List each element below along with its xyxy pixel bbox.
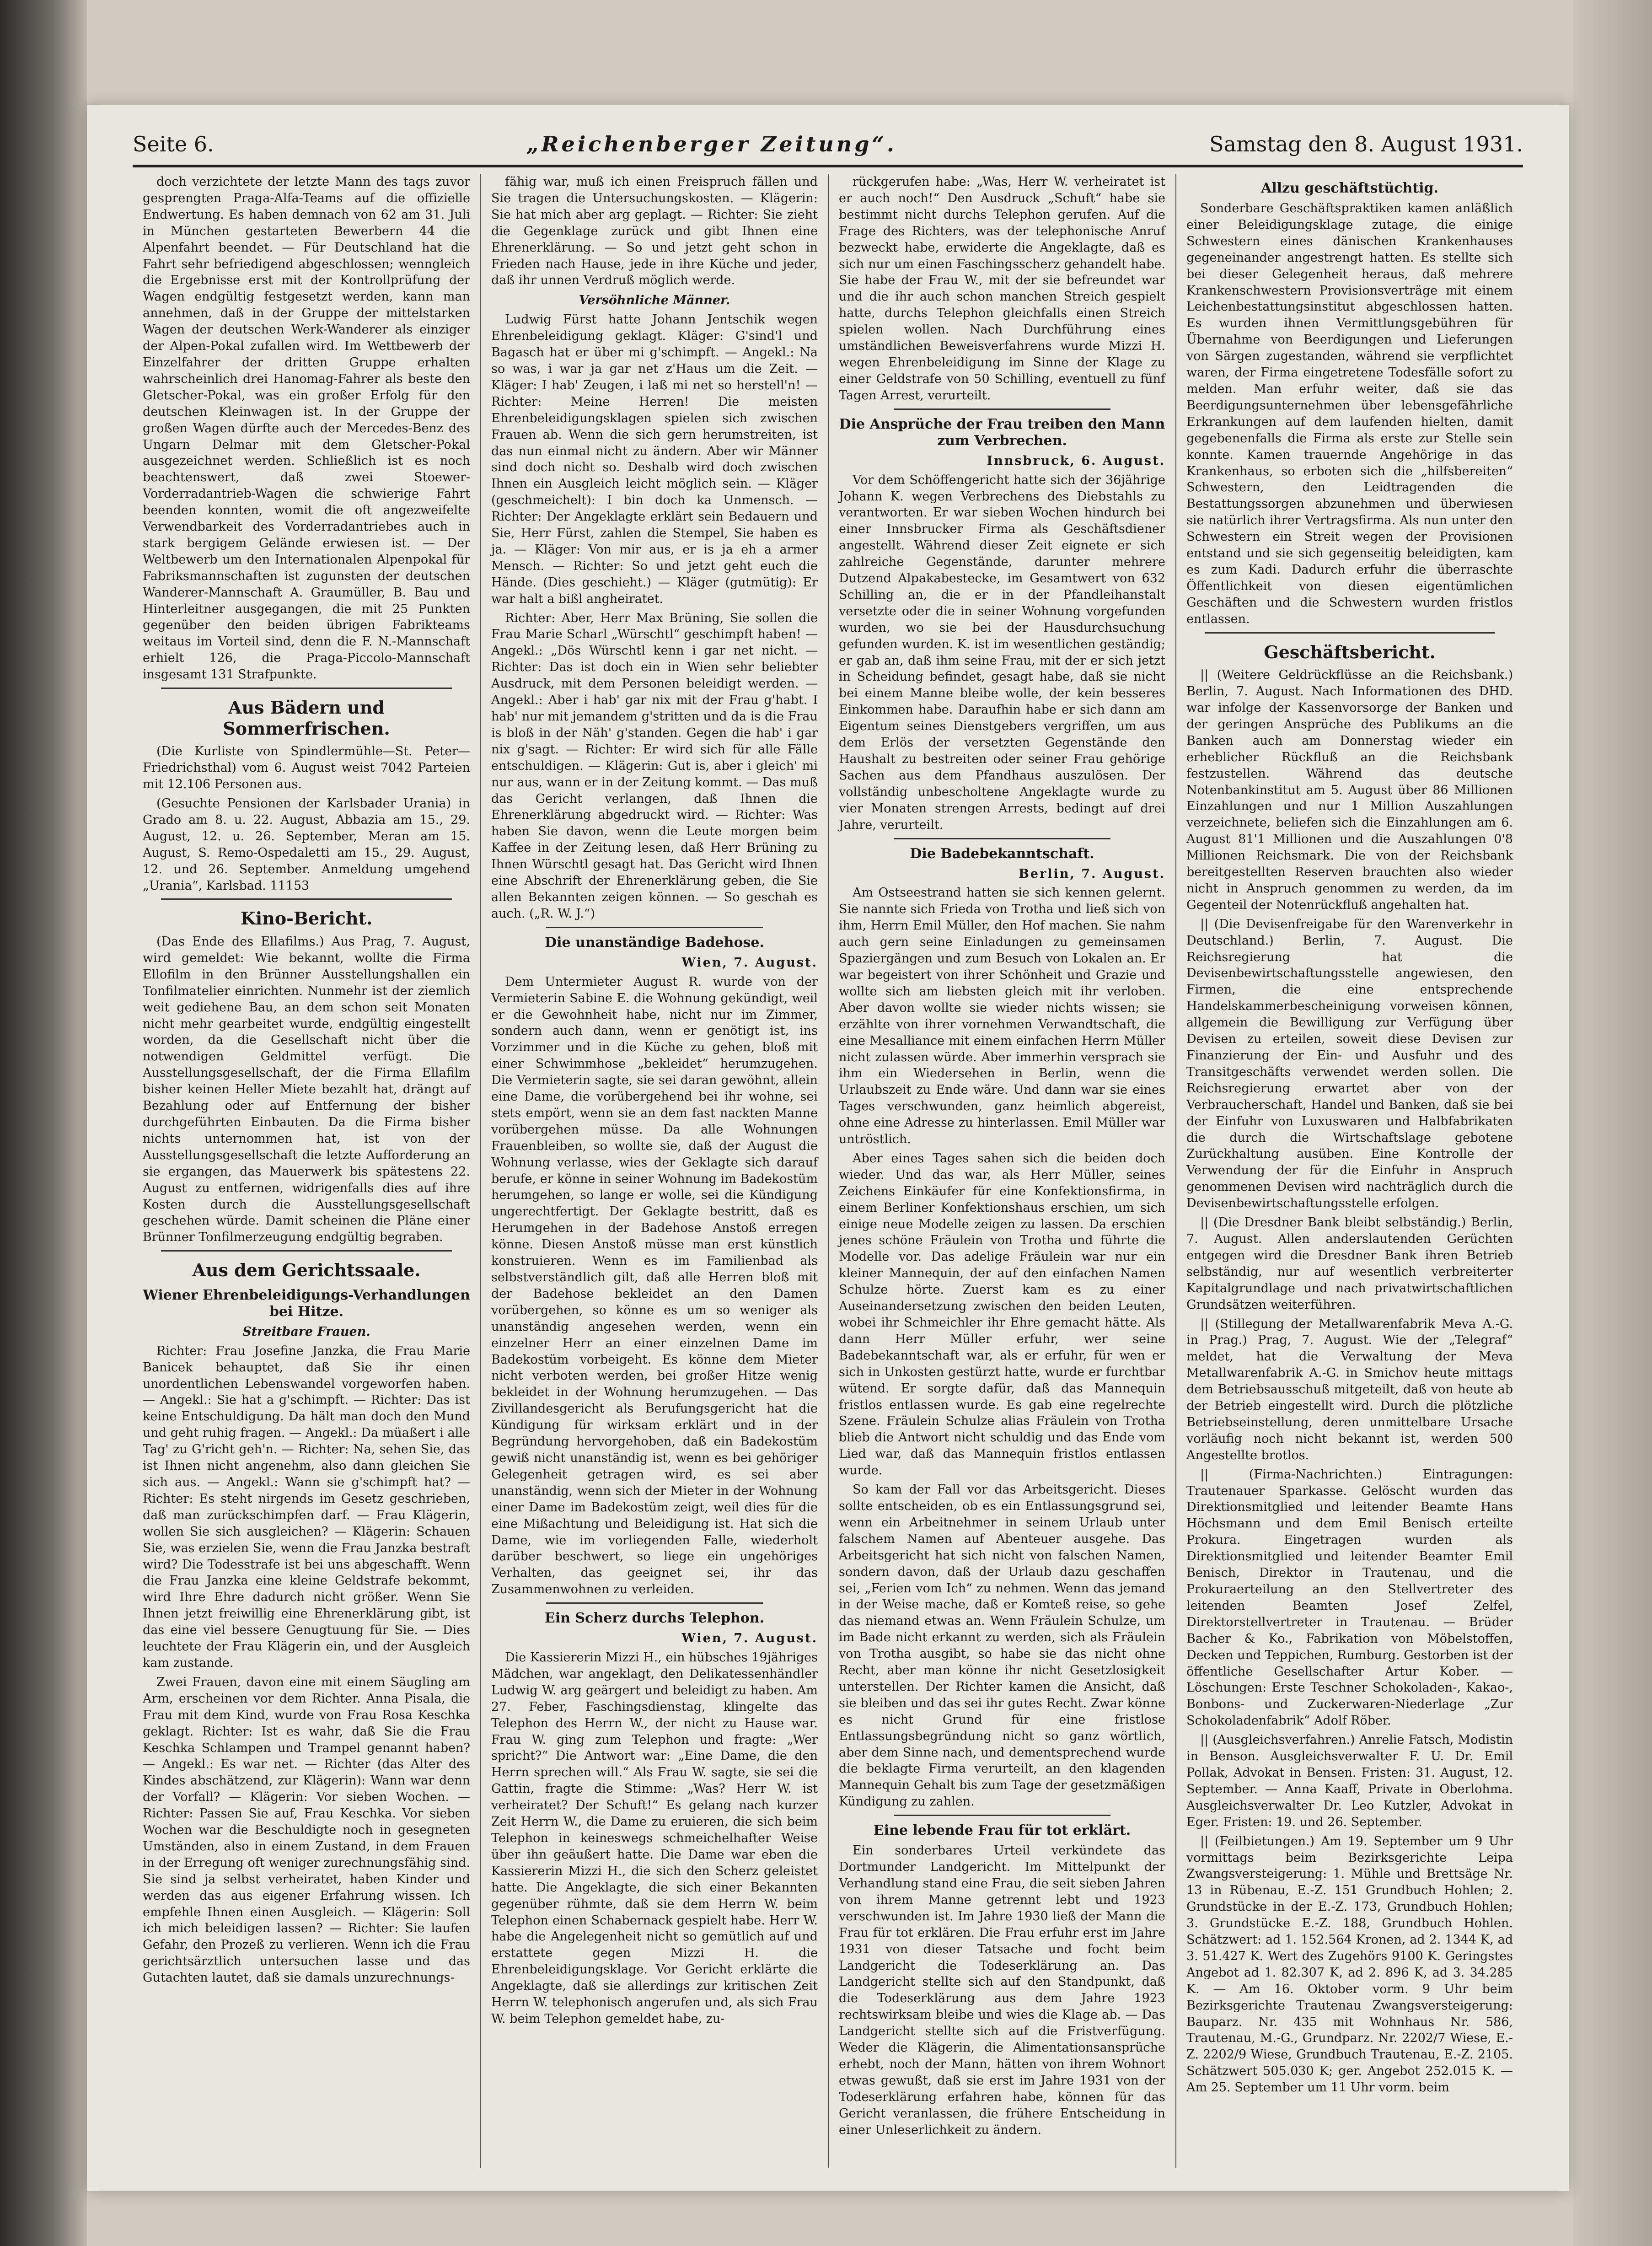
divider — [161, 688, 452, 689]
article-paragraph: Die Kassiererin Mizzi H., ein hübsches 19jähriges Mädchen, war angeklagt, den Delikatessenhändler Ludwig W. arg geärgert und beleidigt zu haben. Am 27. Feber, Faschingsdienstag, klingelte das Telephon des Herrn W., der nicht zu Hause war. Frau W. ging zum Telephon und fragte: „Wer spricht?“ Die Antwort war: „Eine Dame, die den Herrn sprechen will.“ Als Frau W. sagte, sie sei die Gattin, fragte die Stimme: „Was? Herr W. ist verheiratet? Der Schuft!“ Es gelang nach kurzer Zeit Herrn W., die Dame zu eruieren, die sich beim Telephon in keineswegs schmeichelhafter Weise über ihn geäußert hatte. Die Dame war eben die Kassiererin Mizzi H., die sich den Scherz geleistet hatte. Die Angeklagte, die sich einer Bekannten gegenüber rühmte, daß sie dem Herrn W. beim Telephon einen Schabernack gespielt habe. Herr W. habe die Angelegenheit nicht so gemütlich auf und erstattete gegen Mizzi H. die Ehrenbeleidigungsklage. Vor Gericht erklärte die Angeklagte, daß sie allerdings zur kritischen Zeit Herrn W. telephonisch angerufen und, als sich Frau W. beim Telephon gemeldet habe, zu- — [491, 1650, 818, 2026]
article-paragraph: Richter: Aber, Herr Max Brüning, Sie sollen die Frau Marie Scharl „Würschtl“ geschimpft haben! — Angekl.: „Dös Würschtl kenn i gar net nicht. — Richter: Das ist doch ein in Wien sehr beliebter Ausdruck, mit dem Personen beleidigt werden. — Angekl.: Aber i hab' gar nix mit der Frau g'habt. I hab' nur mit jemandem g'stritten und da is die Frau is bloß in der Näh' g'standen. Gegen die hab' i gar nix g'sagt. — Richter: Er wird sich für alle Fälle entschuldigen. — Klägerin: Gut is, aber i gleich' mi nur aus, wann er in der Zeitung kommt. — Das muß das Gericht verlangen, daß Ihnen die Ehrenerklärung abgedruckt wird. — Richter: Was haben Sie davon, wenn die Leute morgen beim Kaffee in der Zeitung lesen, daß Herr Brüning zu Ihnen Würschtl gesagt hat. Das Gericht wird Ihnen eine Abschrift der Ehrenerklärung geben, die Sie allen Bekannten zeigen können. — So geschah es auch. („R. W. J.“) — [491, 611, 818, 921]
article-paragraph: (Gesuchte Pensionen der Karlsbader Urania) in Grado am 8. u. 22. August, Abbazia am 15., 29. August, 12. u. 26. September, Meran am 15. August, S. Remo-Ospedaletti am 15., 29. August, 12. und 26. September. Anmeldung umgehend „Urania“, Karlsbad. 11153 — [143, 796, 470, 893]
article-paragraph: fähig war, muß ich einen Freispruch fällen und Sie tragen die Untersuchungskosten. — Klägerin: Sie hat mich aber arg geplagt. — Richter: Sie zieht die Gegenklage zurück und gibt Ihnen eine Ehrenerklärung. — So und jetzt geht schon in Frieden nach Hause, jede in ihre Küche und jeder, daß ihr unnen Verdruß möglich werde. — [491, 175, 818, 288]
dateline: Innsbruck, 6. August. — [987, 453, 1165, 468]
article-paragraph: rückgerufen habe: „Was, Herr W. verheiratet ist er auch noch!“ Den Ausdruck „Schuft“ habe sie bestimmt nicht durchs Telephon gerufen. Auf die Frage des Richters, was der telephonische Anruf bezweckt habe, erwiderte die Angeklagte, daß es sich nur um einen Faschingsscherz gehandelt habe. Sie habe der Frau W., mit der sie befreundet war und die ihr auch schon manchen Streich gespielt hatte, durchs Telephon gleichfalls einen Streich spielen wollen. Nach Durchführung eines umständlichen Beweisverfahrens wurde Mizzi H. wegen Ehrenbeleidigung im Sinne der Klage zu einer Geldstrafe von 50 Schilling, eventuell zu fünf Tagen Arrest, verurteilt. — [839, 175, 1165, 403]
article-heading: Die unanständige Badehose. — [545, 934, 764, 951]
newspaper-title: „Reichenberger Zeitung“. — [526, 132, 897, 156]
divider — [894, 838, 1110, 839]
article-paragraph: Richter: Frau Josefine Janzka, die Frau Marie Banicek behauptet, daß Sie ihr einen unordentlichen Lebenswandel vorgeworfen haben. — Angekl.: Sie hat a g'schimpft. — Richter: Das ist keine Entschuldigung. Da hält man doch den Mund und geht ruhig fragen. — Angekl.: Da müaßert i alle Tag' zu G'richt geh'n. — Richter: Na, sehen Sie, das ist Ihnen nicht angenehm, also dann gleichen Sie sich aus. — Angekl.: Wann sie g'schimpft hat? — Richter: Es steht nirgends im Gesetz geschrieben, daß man zurückschimpfen darf. — Frau Klägerin, wollen Sie sich ausgleichen? — Klägerin: Schauen Sie, was erzielen Sie, wenn die Frau Janzka bestraft wird? Die Todesstrafe ist bei uns abgeschafft. Wenn die Frau Janzka eine kleine Geldstrafe bekommt, wird Ihre Ehre dadurch nicht größer. Wenn Sie Ihnen jetzt freiwillig eine Ehrenerklärung gibt, ist das eine viel bessere Genugtuung für Sie. — Dies leuchtete der Frau Klägerin ein, und der Ausgleich kam zustande. — [143, 1343, 470, 1670]
article-paragraph: Sonderbare Geschäftspraktiken kamen anläßlich einer Beleidigungsklage zutage, die einige Schwestern eines dänischen Krankenhauses gegeneinander angestrengt hatten. Es stellte sich bei dieser Gelegenheit heraus, daß mehrere Krankenschwestern Provisionsverträge mit einem Leichenbestattungsinstitut abgeschlossen hatten. Es wurden ihnen Vermittlungsgebühren für Übernahme von Beerdigungen und Lieferungen von Särgen zugestanden, während sie verpflichtet waren, der Firma eingetretene Todesfälle sofort zu melden. Man erfuhr weiter, daß sie das Beerdigungsunternehmen über lebensgefährliche Erkrankungen auf dem laufenden hielten, damit gegebenenfalls die Firma als erste zur Stelle sein konnte. Kamen trauernde Angehörige in das Krankenhaus, so erboten sich die „hilfsbereiten“ Schwestern, den Leidtragenden die Bestattungssorgen abzunehmen und überwiesen sie natürlich ihrer Vertragsfirma. Als nun unter den Schwestern ein Streit wegen der Provisionen entstand und sie sich gegenseitig beleidigten, kam es zum Kadi. Dadurch erfuhr die überraschte Öffentlichkeit von diesen eigentümlichen Geschäften und die Schwestern wurden fristlos entlassen. — [1186, 201, 1513, 626]
article-heading: Wiener Ehrenbeleidigungs-Verhandlungen bei Hitze. — [143, 1287, 470, 1320]
article-paragraph: || (Stillegung der Metallwarenfabrik Meva A.-G. in Prag.) Prag, 7. August. Wie der „Telegraf“ meldet, hat die Verwaltung der Meva Metallwarenfabrik A.-G. in Smichov heute mittags dem Betriebsausschuß mitgeteilt, daß von heute ab der Betrieb eingestellt wird. Durch die plötzliche Betriebseinstellung, deren unmittelbare Ursache vorläufig noch nicht bekannt ist, werden 500 Angestellte brotlos. — [1186, 1316, 1513, 1462]
article-paragraph: (Die Kurliste von Spindlermühle—St. Peter—Friedrichsthal) vom 6. August weist 7042 Parteien mit 12.106 Personen aus. — [143, 744, 470, 792]
article-paragraph: || (Weitere Geldrückflüsse an die Reichsbank.) Berlin, 7. August. Nach Informationen des DHD. war infolge der Kassenvorsorge der Banken und der geringen Ansprüche des Publikums an die Banken auch am Donnerstag wieder ein erheblicher Rückfluß an die Reichsbank festzustellen. Während das deutsche Notenbankinstitut am 5. August über 86 Millionen Einzahlungen und nur 1 Million Auszahlungen verzeichnete, beliefen sich die Einzahlungen am 6. August 81'1 Millionen und die Auszahlungen 0'8 Millionen Reichsmark. Die von der Reichsbank bereitgestellten Reserven brauchten also wieder nicht in Anspruch genommen zu werden, da im Gegenteil der Notenrückfluß angehalten hat. — [1186, 668, 1513, 912]
section-heading: Geschäftsbericht. — [1264, 641, 1436, 662]
section-heading: Kino-Bericht. — [240, 908, 373, 929]
book-spine-shadow — [0, 0, 87, 2246]
section-heading: Aus dem Gerichtssaale. — [192, 1260, 421, 1281]
page-number: Seite 6. — [133, 132, 214, 156]
article-heading: Eine lebende Frau für tot erklärt. — [873, 1822, 1131, 1839]
article-columns — [133, 174, 1523, 2168]
article-paragraph: (Das Ende des Ellafilms.) Aus Prag, 7. August, wird gemeldet: Wie bekannt, wollte die Firma Ellofilm in den Brünner Ausstellungshallen ein Tonfilmatelier einrichten. Nunmehr ist der ziemlich weit gediehene Bau, an dem schon seit Monaten nicht mehr gearbeitet wurde, endgültig eingestellt worden, da die Gesellschaft nicht über die notwendigen Geldmittel verfügt. Die Ausstellungsgesellschaft, der die Firma Ellafilm bisher keinen Heller Miete bezahlt hat, drängt auf Bezahlung oder auf Entfernung der bisher durchgeführten Einbauten. Da die Firma bisher nichts unternommen hat, ist von der Ausstellungsgesellschaft die letzte Aufforderung an sie ergangen, das Mauerwerk bis spätestens 22. August zu entfernen, widrigenfalls dies auf ihre Kosten durch die Ausstellungsgesellschaft geschehen würde. Damit scheinen die Pläne einer Brünner Tonfilmerzeugung endgültig begraben. — [143, 935, 470, 1245]
issue-date: Samstag den 8. August 1931. — [1209, 132, 1523, 156]
dateline: Berlin, 7. August. — [1019, 866, 1165, 881]
subheading: Streitbare Frauen. — [242, 1324, 370, 1339]
divider — [546, 1602, 763, 1604]
article-paragraph: So kam der Fall vor das Arbeitsgericht. Dieses sollte entscheiden, ob es ein Entlassungsgrund sei, wenn ein Arbeitnehmer in seinem Urlaub unter falschem Namen auf Abenteuer ausgehe. Das Arbeitsgericht hat sich nicht von falschen Namen, sondern davon, daß der Urlaub dazu geschaffen sei, „Ferien vom Ich“ zu nehmen. Wenn das jemand in der Weise mache, daß er Komteß reise, so gehe das niemand etwas an. Wenn Fräulein Schulze, um im Bade nicht erkannt zu werden, sich als Fräulein von Trotha ausgibt, so habe sie das nicht ohne Recht, aber man könne ihr nicht Gesetzlosigkeit unterstellen. Der Richter kamen die Ansicht, daß sie bleiben und das sei ihr gutes Recht. Zwar könne es nicht Grund für eine fristlose Entlassungsbegründung nicht so ganz wörtlich, aber dem Sinne nach, und dementsprechend wurde die beklagte Firma verurteilt, an den klagenden Mannequin Gehalt bis zum Tage der gesetzmäßigen Kündigung zu zahlen. — [839, 1483, 1165, 1809]
divider — [1205, 632, 1495, 634]
column-3 — [828, 174, 1175, 2168]
scan-margin — [1573, 0, 1652, 2246]
article-paragraph: Am Ostseestrand hatten sie sich kennen gelernt. Sie nannte sich Frieda von Trotha und ließ sich von ihm, Herrn Emil Müller, den Hof machen. Sie nahm auch gern seine Einladungen zu gemeinsamen Spaziergängen und zum Besuch von Lokalen an. Er war begeistert von ihrer Schönheit und Grazie und wollte sich am liebsten gleich mit ihr verloben. Aber davon wollte sie wieder nichts wissen; sie erzählte von ihrer vornehmen Verwandtschaft, die eine Mesalliance mit einem einfachen Herrn Müller nicht zulassen würde. Aber immerhin versprach sie ihm ein Wiedersehen in Berlin, wenn die Urlaubszeit zu Ende wäre. Und dann war sie eines Tages verschwunden, ganz heimlich abgereist, ohne eine Adresse zu hinterlassen. Emil Müller war untröstlich. — [839, 886, 1165, 1147]
divider — [161, 898, 452, 900]
divider — [161, 1250, 452, 1252]
article-heading: Ein Scherz durchs Telephon. — [544, 1610, 765, 1627]
article-paragraph: || (Feilbietungen.) Am 19. September um 9 Uhr vormittags beim Bezirksgerichte Leipa Zwangsversteigerung: 1. Mühle und Brettsäge Nr. 13 in Rübenau, E.-Z. 151 Grundbuch Hohlen; 2. Grundstücke in der E.-Z. 173, Grundbuch Hohlen; 3. Grundstücke E.-Z. 188, Grundbuch Hohlen. Schätzwert: ad 1. 152.564 Kronen, ad 2. 1344 K, ad 3. 51.427 K. Wert des Zugehörs 9100 K. Geringstes Angebot ad 1. 82.307 K, ad 2. 896 K, ad 3. 34.285 K. — Am 16. Oktober vorm. 9 Uhr beim Bezirksgerichte Trautenau Zwangsversteigerung: Bauparz. Nr. 435 mit Wohnhaus Nr. 586, Trautenau, M.-G., Grundparz. Nr. 2202/7 Wiese, E.-Z. 2202/9 Wiese, Grundbuch Trautenau, E.-Z. 2105. Schätzwert 505.030 K; ger. Angebot 252.015 K. — Am 25. September um 11 Uhr vorm. beim — [1186, 1834, 1513, 2095]
column-2 — [480, 174, 828, 2168]
article-paragraph: Vor dem Schöffengericht hatte sich der 36jährige Johann K. wegen Verbrechens des Diebstahls zu verantworten. Er war sieben Wochen hindurch bei einer Innsbrucker Firma als Geschäftsdiener angestellt. Während dieser Zeit eignete er sich zahlreiche Gegenstände, darunter mehrere Dutzend Alpakabestecke, im Gesamtwert von 632 Schilling an, die er in der Pfandleihanstalt versetzte oder die in seiner Wohnung vorgefunden wurden, wo sie bei der Hausdurchsuchung gefunden wurden. K. ist im wesentlichen geständig; er gab an, daß ihm seine Frau, mit der er sich jetzt in Scheidung befindet, gesagt habe, daß sie nicht bei einem Manne bleibe wolle, der kein besseres Einkommen habe. Daraufhin habe er sich dann am Eigentum seines Dienstgebers vergriffen, um aus dem Erlös der versetzten Gegenstände den Haushalt zu bestreiten oder seiner Frau gehörige Sachen aus dem Pfandhaus auszulösen. Der vollständig unbescholtene Angeklagte wurde zu vier Monaten strengen Arrests, bedingt auf drei Jahre, verurteilt. — [839, 473, 1165, 832]
page-header — [133, 124, 1523, 167]
article-paragraph: doch verzichtete der letzte Mann des tags zuvor gesprengten Praga-Alfa-Teams auf die offizielle Endwertung. Es haben demnach von 62 am 31. Juli in München gestarteten Bewerbern 44 die Alpenfahrt beendet. — Für Deutschland hat die Fahrt sehr befriedigend abgeschlossen; wenngleich die Ergebnisse erst mit der Kontrollprüfung der Wagen endgültig festgesetzt werden, kann man annehmen, daß in der Gruppe der mittelstarken Wagen der deutschen Werk-Wanderer als einziger der Alpen-Pokal zufallen wird. Im Wettbewerb der Einzelfahrer der dritten Gruppe erhalten wahrscheinlich drei Hanomag-Fahrer als beste den Gletscher-Pokal, was ein großer Erfolg für den deutschen Kleinwagen ist. In der Gruppe der großen Wagen dürfte auch der Mercedes-Benz des Ungarn Delmar mit dem Gletscher-Pokal ausgezeichnet werden. Schließlich ist es noch beachtenswert, daß zwei Stoewer-Vorderradantrieb-Wagen die schwierige Fahrt beenden konnten, womit die oft angezweifelte Verwendbarkeit des Vorderradantriebes auch in stark bergigem Gelände erwiesen ist. — Der Weltbewerb um den Internationalen Alpenpokal für Fabriksmannschaften ist zugunsten der deutschen Wanderer-Mannschaft A. Graumüller, B. Bau und Hinterleitner ausgegangen, die mit 25 Punkten gegenüber den beiden übrigen Fabrikteams weitaus im Vorteil sind, denn die F. N.-Mannschaft erhielt 126, die Praga-Piccolo-Mannschaft insgesamt 131 Strafpunkte. — [143, 175, 470, 682]
article-heading: Die Ansprüche der Frau treiben den Mann zum Verbrechen. — [839, 416, 1165, 449]
article-paragraph: || (Ausgleichsverfahren.) Anrelie Fatsch, Modistin in Benson. Ausgleichsverwalter F. U. Dr. Emil Pollak, Advokat in Bensen. Fristen: 31. August, 12. September. — Anna Kaaff, Private in Oberlohma. Ausgleichsverwalter Dr. Leo Kutzler, Advokat in Eger. Fristen: 19. und 26. September. — [1186, 1733, 1513, 1829]
column-4 — [1175, 174, 1523, 2168]
column-1 — [133, 174, 480, 2168]
newspaper-page — [87, 105, 1569, 2191]
article-paragraph: Dem Untermieter August R. wurde von der Vermieterin Sabine E. die Wohnung gekündigt, weil er die Gewohnheit habe, nicht nur im Zimmer, sondern auch dann, wenn er genötigt ist, ins Vorzimmer und in die Küche zu gehen, bloß mit einer Schwimmhose „bekleidet“ herumzugehen. Die Vermieterin sagte, sie sei daran gewöhnt, allein eine Dame, die vorübergehend bei ihr wohne, sei stets empört, wenn sie an dem fast nackten Manne vorübergehen müsse. Da alle Wohnungen Frauenbleiben, so wollte sie, daß der August die Wohnung verlasse, wies der Geklagte sich darauf berufe, er könne in seiner Wohnung im Badekostüm herumgehen, so lange er wolle, sei die Kündigung ungerechtfertigt. Der Geklagte bestritt, daß es Herumgehen in der Badehose Anstoß erregen könne. Diesen Anstoß müsse man erst künstlich konstruieren. Wenn es im Familienbad als selbstverständlich gilt, daß alle Herren bloß mit der Badehose bekleidet an den Damen vorübergehen, so könne es um so weniger als unanständig angesehen werden, wenn ein einzelner Herr an einer einzelnen Dame im Badekostüm vorbeigeht. Es könne dem Mieter nicht verboten werden, bei großer Hitze wenig bekleidet in der Wohnung herumzugehen. — Das Zivillandesgericht als Berufungsgericht hat die Kündigung für wirksam erklärt und in der Begründung hervorgehoben, daß ein Badekostüm gewiß nicht unanständig ist, wenn es bei gehöriger Gelegenheit getragen wird, es sei aber unanständig, wenn sich der Mieter in der Wohnung einer Dame im Badekostüm zeigt, weil dies für die eine Mißachtung und Beleidigung ist. Hat sich die Dame, wie im vorliegenden Falle, wiederholt darüber beschwert, so liege ein ungehöriges Verhalten, das geeignet sei, ihr das Zusammenwohnen zu verleiden. — [491, 974, 818, 1597]
divider — [546, 927, 763, 928]
article-heading: Allzu geschäftstüchtig. — [1261, 180, 1438, 196]
divider — [894, 1815, 1110, 1816]
article-paragraph: Ein sonderbares Urteil verkündete das Dortmunder Landgericht. Im Mittelpunkt der Verhandlung stand eine Frau, die seit sieben Jahren von ihrem Manne getrennt lebt und 1923 verschwunden ist. Im Jahre 1930 ließ der Mann die Frau für tot erklären. Die Frau erfuhr erst im Jahre 1931 von dieser Tatsache und focht beim Landgericht die Todeserklärung an. Das Landgericht stellte sich auf den Standpunkt, daß die Todeserklärung aus dem Jahre 1923 rechtswirksam bleibe und wies die Klage ab. — Das Landgericht stellte sich auf die Fristverfügung. Weder die Klägerin, die Alimentationsansprüche erhebt, noch der Mann, hätten von ihrem Wohnort etwas gewußt, daß sie erst im Jahre 1931 von der Todeserklärung erfahren habe, können für das Gericht veranlassen, die frühere Entscheidung in einer Unleserlichkeit zu ändern. — [839, 1843, 1165, 2137]
section-heading: Aus Bädern und Sommerfrischen. — [223, 697, 390, 739]
article-heading: Die Badebekanntschaft. — [910, 845, 1094, 862]
divider — [894, 408, 1110, 410]
subheading: Versöhnliche Männer. — [579, 293, 730, 308]
article-paragraph: || (Die Dresdner Bank bleibt selbständig.) Berlin, 7. August. Allen anderslautenden Gerüchten entgegen wird die Dresdner Bank ihren Betrieb selbständig, nur auf wesentlich verbreiterter Kapitalgrundlage und nach privatwirtschaftlichen Grundsätzen weiterführen. — [1186, 1215, 1513, 1312]
article-paragraph: || (Firma-Nachrichten.) Eintragungen: Trautenauer Sparkasse. Gelöscht wurden das Direktionsmitglied und leitender Beamte Hans Höchsmann und dem Emil Benisch erteilte Prokura. Eingetragen wurden als Direktionsmitglied und leitender Beamter Emil Benisch, Direktor in Trautenau, und die Prokuraerteilung an den Stellvertreter des leitenden Beamten Josef Zelfel, Direktorstellvertreter in Trautenau. — Brüder Bacher & Ko., Fabrikation von Möbelstoffen, Decken und Teppichen, Rumburg. Gestorben ist der öffentliche Gesellschafter Artur Kober. — Löschungen: Erste Teschner Schokoladen-, Kakao-, Bonbons- und Zuckerwaren-Niederlage „Zur Schokoladenfabrik“ Adolf Röber. — [1186, 1467, 1513, 1728]
dateline: Wien, 7. August. — [681, 955, 818, 970]
article-paragraph: Ludwig Fürst hatte Johann Jentschik wegen Ehrenbeleidigung geklagt. Kläger: G'sind'l und Bagasch hat er über mi g'schimpft. — Angekl.: Na so was, i war ja gar net z'Haus um die Zeit. — Kläger: I hab' Zeugen, i laß mi net so herstell'n! — Richter: Meine Herren! Die meisten Ehrenbeleidigungsklagen spielen sich zwischen Frauen ab. Wenn die sich gern herumstreiten, ist das nun einmal nicht zu ändern. Aber wir Männer sind doch nicht so. Deshalb wird doch zwischen Ihnen ein Ausgleich leicht möglich sein. — Kläger (geschmeichelt): I bin doch ka Unmensch. — Richter: Der Angeklagte erklärt sein Bedauern und Sie, Herr Fürst, zahlen die Stempel, Sie haben es ja. — Kläger: Von mir aus, er is ja eh a armer Mensch. — Richter: So und jetzt geht euch die Hände. (Dies geschieht.) — Kläger (gutmütig): Er war halt a bißl angheiratet. — [491, 312, 818, 606]
dateline: Wien, 7. August. — [681, 1631, 818, 1646]
article-paragraph: Zwei Frauen, davon eine mit einem Säugling am Arm, erscheinen vor dem Richter. Anna Pisala, die Frau mit dem Kind, wurde von Frau Rosa Keschka geklagt. Richter: Ist es wahr, daß Sie die Frau Keschka Schlampen und Trampel genannt haben? — Angekl.: Es war net. — Richter (das Alter des Kindes abschätzend, zur Klägerin): Wann war denn der Vorfall? — Klägerin: Vor sieben Wochen. — Richter: Passen Sie auf, Frau Keschka. Vor sieben Wochen war die Beschuldigte noch in gesegneten Umständen, also in einem Zustand, in dem Frauen in der Erregung oft weniger zurechnungsfähig sind. Sie sind ja selbst verheiratet, haben Kinder und werden das aus eigener Erfahrung wissen. Ich empfehle Ihnen einen Ausgleich. — Klägerin: Soll ich mich beleidigen lassen? — Richter: Sie laufen Gefahr, den Prozeß zu verlieren. Wenn ich die Frau gerichtsärztlich untersuchen lasse und das Gutachten lautet, daß sie damals unzurechnungs- — [143, 1675, 470, 1985]
article-paragraph: || (Die Devisenfreigabe für den Warenverkehr in Deutschland.) Berlin, 7. August. Die Reichsregierung hat die Devisenbewirtschaftungsstelle angewiesen, den Firmen, die eine entsprechende Handelskammerbescheinigung vorweisen können, allgemein die Bewilligung zur Verfügung über Devisen zu erteilen, soweit diese Devisen zur Finanzierung der Ein- und Ausfuhr und des Transitgeschäfts verwendet werden sollen. Die Reichsregierung erwartet aber von der Verbraucherschaft, Handel und Banken, daß sie bei der Einfuhr von Luxuswaren und Halbfabrikaten die durch die Wirtschaftslage gebotene Zurückhaltung ausüben. Eine Kontrolle der Verwendung der für die Einfuhr in Anspruch genommenen Devisen wird nachträglich durch die Devisenbewirtschaftungsstelle erfolgen. — [1186, 917, 1513, 1211]
article-paragraph: Aber eines Tages sahen sich die beiden doch wieder. Und das war, als Herr Müller, seines Zeichens Einkäufer für eine Konfektionsfirma, in einem Berliner Konfektionshaus erschien, um sich einige neue Modelle zeigen zu lassen. Da erschien jenes schöne Fräulein von Trotha und führte die Modelle vor. Das adelige Fräulein war nur ein kleiner Mannequin, der auf den einfachen Namen Schulze hörte. Zuerst kam es zu einer Auseinandersetzung zwischen den beiden Leuten, wobei ihr Schmeichler ihr Ehre gemacht hätte. Als dann Herr Müller erfuhr, wer seine Badebekanntschaft war, als er erfuhr, für wen er sich in Unkosten gestürzt hatte, wurde er furchtbar wütend. Er sorgte dafür, daß das Mannequin fristlos entlassen wurde. Es gab eine regelrechte Szene. Fräulein Schulze alias Fräulein von Trotha blieb die Antwort nicht schuldig und das Ende vom Lied war, daß das Mannequin fristlos entlassen wurde. — [839, 1151, 1165, 1478]
